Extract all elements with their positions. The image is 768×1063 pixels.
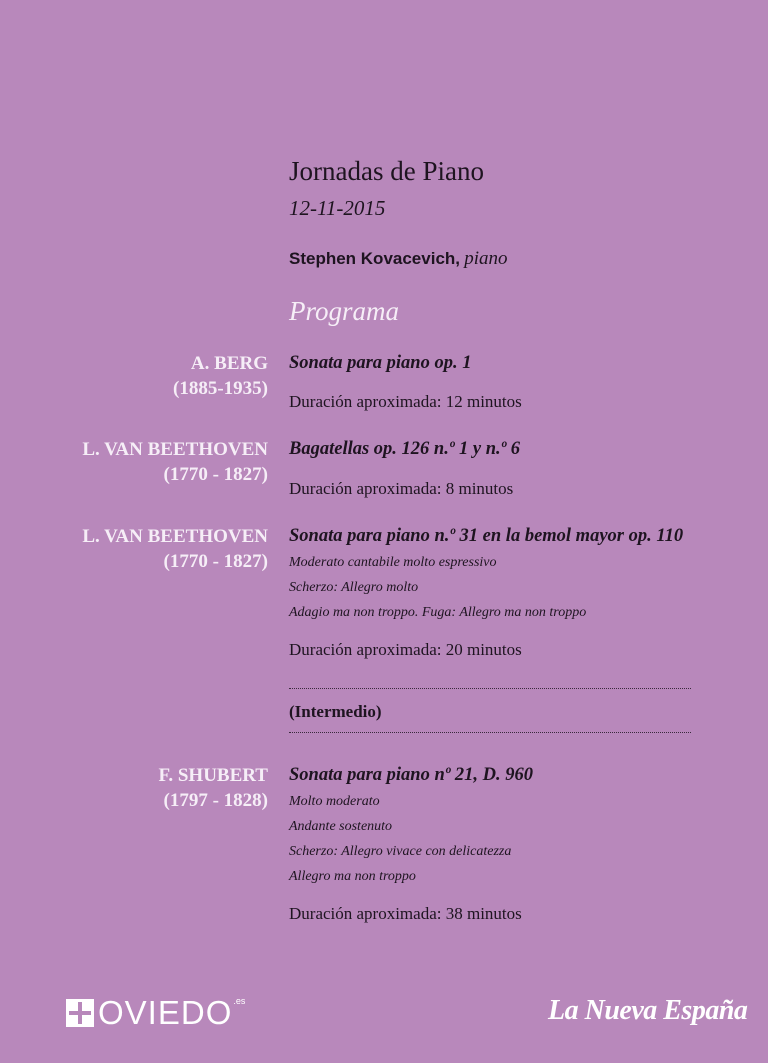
concert-title: Jornadas de Piano: [289, 156, 484, 186]
movement: Moderato cantabile molto espressivo: [289, 555, 497, 570]
concert-date: 12-11-2015: [289, 196, 386, 220]
oviedo-logo-text: OVIEDO: [98, 994, 233, 1031]
work-duration: Duración aproximada: 8 minutos: [289, 479, 514, 498]
divider: [289, 732, 691, 733]
movement: Andante sostenuto: [289, 819, 393, 834]
performer-name: Stephen Kovacevich,: [289, 249, 461, 268]
work-duration: Duración aproximada: 38 minutos: [289, 904, 522, 923]
work-title: Sonata para piano nº 21, D. 960: [289, 765, 534, 785]
composer-years: (1797 - 1828): [163, 790, 268, 811]
work-title: Sonata para piano op. 1: [289, 353, 472, 373]
performer-instrument: piano: [464, 248, 508, 269]
work-title: Sonata para piano n.º 31 en la bemol mayor op. 110: [289, 526, 684, 546]
movement: Molto moderato: [289, 794, 380, 809]
oviedo-cross-icon: [66, 999, 94, 1027]
composer-name: F. SHUBERT: [158, 765, 268, 786]
oviedo-logo: [66, 996, 245, 1030]
work-duration: Duración aproximada: 12 minutos: [289, 392, 522, 411]
composer-name: L. VAN BEETHOVEN: [82, 439, 268, 460]
movement: Adagio ma non troppo. Fuga: Allegro ma non troppo: [289, 605, 587, 620]
composer-years: (1770 - 1827): [163, 551, 268, 572]
work-title: Bagatellas op. 126 n.º 1 y n.º 6: [289, 439, 521, 459]
movement: Allegro ma non troppo: [289, 869, 416, 884]
work-duration: Duración aproximada: 20 minutos: [289, 640, 522, 659]
newspaper-logo: La Nueva España: [548, 995, 748, 1026]
composer-name: A. BERG: [190, 353, 268, 374]
composer-years: (1770 - 1827): [163, 464, 268, 485]
movement: Scherzo: Allegro vivace con delicatezza: [289, 844, 512, 859]
divider: [289, 688, 691, 689]
movement: Scherzo: Allegro molto: [289, 580, 419, 595]
composer-name: L. VAN BEETHOVEN: [82, 526, 268, 547]
oviedo-logo-suffix: .es: [233, 996, 246, 1006]
program-heading: Programa: [289, 296, 400, 326]
intermission-label: (Intermedio): [289, 702, 382, 721]
composer-years: (1885-1935): [173, 378, 268, 399]
performer: [289, 248, 508, 270]
